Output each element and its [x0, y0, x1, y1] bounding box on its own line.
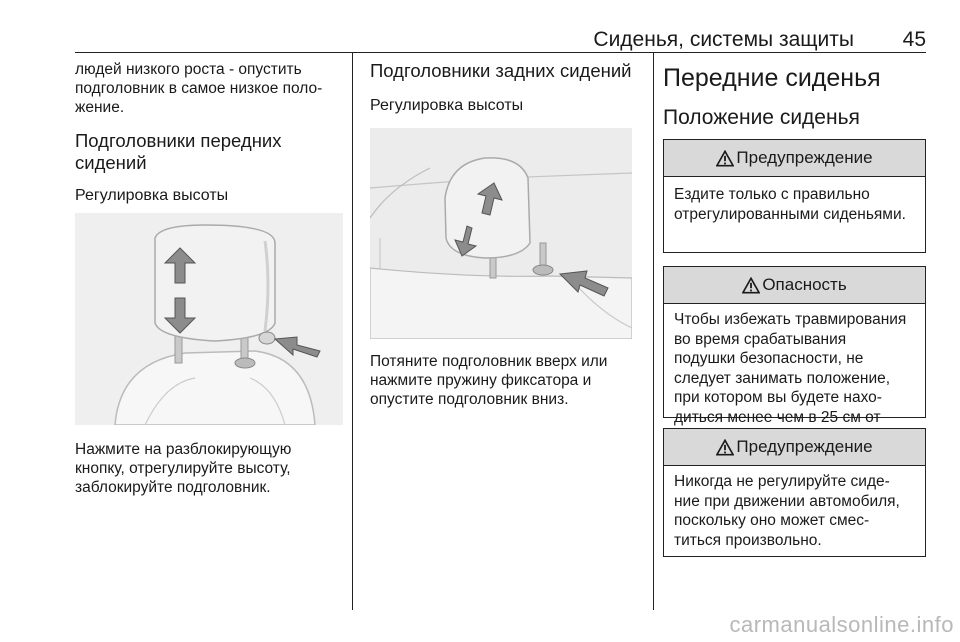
warning-triangle-icon	[716, 150, 734, 167]
front-headrest-illustration	[75, 213, 343, 425]
warning-header	[664, 429, 925, 466]
column-3	[663, 63, 927, 131]
danger-header	[664, 267, 925, 304]
column-divider	[352, 53, 353, 610]
front-caption	[75, 440, 343, 497]
warning-title: Предупреждение	[736, 148, 873, 167]
danger-text: подушки безопасности, не	[674, 350, 864, 367]
column-2	[370, 60, 642, 116]
page-number: 45	[902, 28, 926, 51]
chapter-heading: Передние сиденья	[663, 64, 881, 92]
warning-text: титься произвольно.	[674, 531, 822, 549]
danger-text: диться менее чем в 25 см от	[674, 408, 881, 426]
danger-text: во время срабатывания	[674, 330, 847, 348]
danger-box	[663, 266, 926, 426]
subsection-heading: Регулировка высоты	[370, 97, 524, 114]
watermark[interactable]: carmanualsonline.info	[729, 612, 954, 637]
header-divider	[75, 52, 926, 53]
warning-header	[664, 140, 925, 177]
danger-title: Опасность	[762, 275, 847, 294]
caption-text: опустите подголовник вниз.	[370, 391, 569, 408]
subsection-heading: Регулировка высоты	[75, 187, 229, 204]
rear-caption	[370, 352, 642, 409]
column-divider	[653, 53, 654, 610]
caption-text: Потяните подголовник вверх или	[370, 353, 608, 370]
section-heading: Подголовники передних	[75, 130, 282, 151]
warning-title: Предупреждение	[736, 437, 873, 456]
section-title: Сиденья, системы защиты	[593, 28, 854, 51]
page-header	[75, 28, 926, 58]
warning-triangle-icon	[742, 277, 760, 294]
section-heading: Подголовники задних сидений	[370, 60, 632, 81]
rear-headrest-illustration	[370, 128, 632, 339]
section-heading: сидений	[75, 152, 147, 173]
caption-text: кнопку, отрегулируйте высоту,	[75, 460, 291, 477]
column-1	[75, 60, 343, 206]
danger-text: при котором вы будете нахо-	[674, 389, 882, 406]
section-heading: Положение сиденья	[663, 106, 860, 129]
warning-triangle-icon	[716, 439, 734, 456]
warning-text: Никогда не регулируйте сиде-	[674, 473, 890, 490]
warning-text: ние при движении автомобиля,	[674, 492, 900, 510]
caption-text: Нажмите на разблокирующую	[75, 441, 292, 458]
danger-text: Чтобы избежать травмирования	[674, 311, 907, 328]
intro-text: подголовник в самое низкое поло-	[75, 80, 323, 97]
warning-text: Ездите только с правильно	[674, 186, 870, 203]
warning-text: поскольку оно может смес-	[674, 512, 870, 529]
danger-text: следует занимать положение,	[674, 369, 891, 387]
intro-text: людей низкого роста - опустить	[75, 61, 302, 78]
warning-box	[663, 428, 926, 557]
caption-text: нажмите пружину фиксатора и	[370, 372, 592, 389]
warning-box	[663, 139, 926, 253]
caption-text: заблокируйте подголовник.	[75, 479, 271, 496]
warning-text: отрегулированными сиденьями.	[674, 205, 906, 223]
intro-text: жение.	[75, 99, 125, 116]
